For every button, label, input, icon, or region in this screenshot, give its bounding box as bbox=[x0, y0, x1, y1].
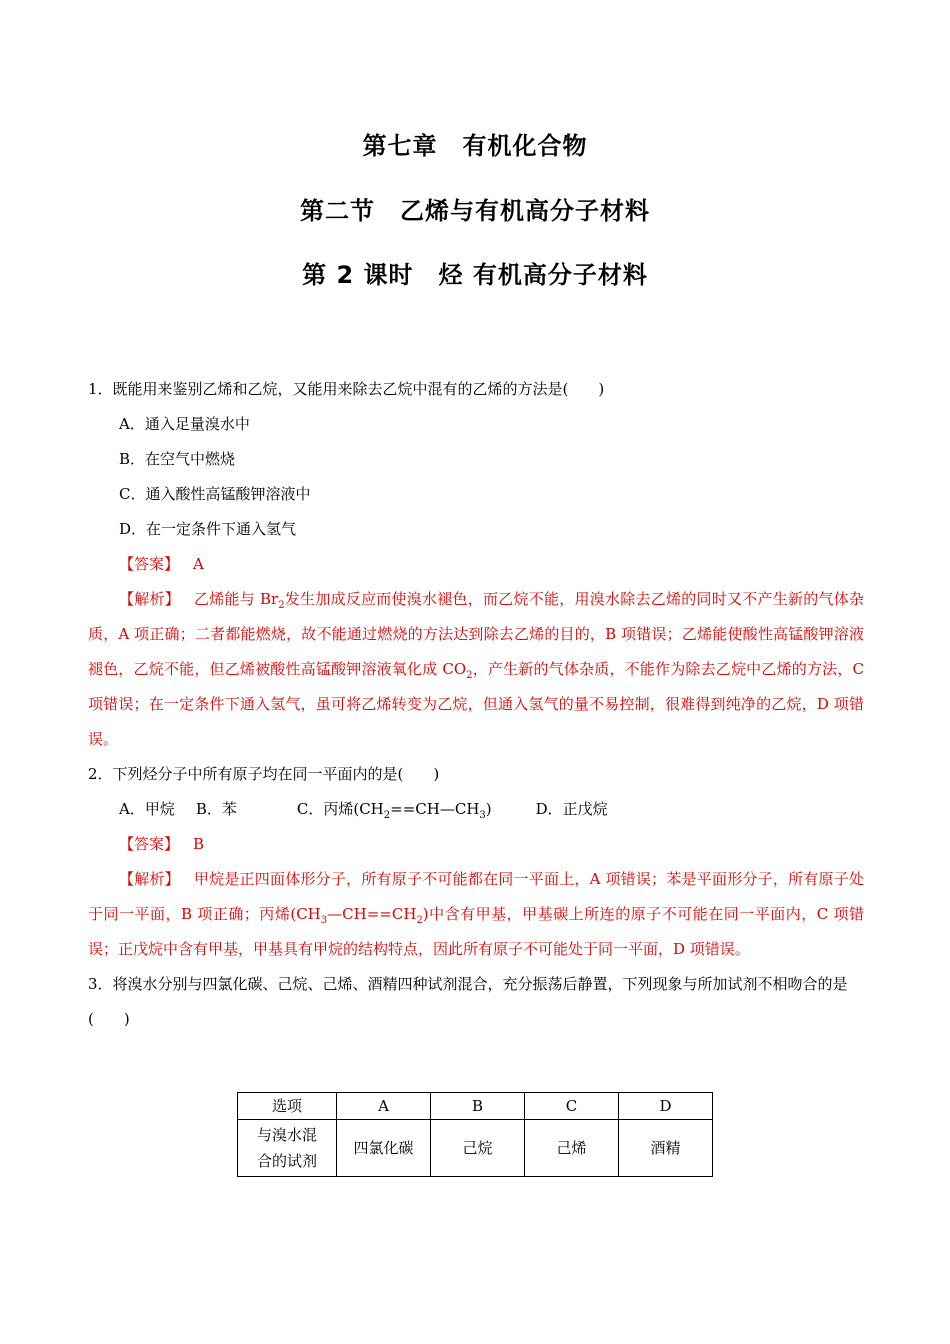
q1-answer-value: A bbox=[193, 555, 204, 573]
table-header-cell: 选项 bbox=[238, 1093, 337, 1120]
q2-analysis-tag: 【解析】 bbox=[119, 870, 180, 888]
section-title: 第二节 乙烯与有机高分子材料 bbox=[300, 197, 650, 225]
table-header-cell: A bbox=[337, 1093, 431, 1120]
q2-analysis-sub-1: 3 bbox=[320, 915, 328, 926]
q2-analysis-text-3: )中含有甲基，甲基碳上所连的原子不可能在同一平面内，C 项错误；正戊烷中含有甲基，甲基具有甲烷的结构特点，因此所有原子不可能处于同一平面，D 项错误。 bbox=[88, 905, 864, 958]
q1-answer-tag: 【答案】 bbox=[119, 555, 180, 573]
q2-option-c-sub-2: 3 bbox=[479, 810, 486, 821]
table-header-cell: D bbox=[619, 1093, 713, 1120]
q2-option-b: B．苯 bbox=[195, 800, 237, 818]
q1-analysis-sub-2: 2 bbox=[466, 670, 473, 681]
table-row bbox=[238, 1120, 713, 1177]
q2-stem: 2．下列烃分子中所有原子均在同一平面内的是( ) bbox=[88, 765, 440, 783]
q3-options-table bbox=[237, 1092, 713, 1177]
q2-option-a: A．甲烷 bbox=[119, 800, 175, 818]
q2-option-c-text-1: C．丙烯(CH bbox=[296, 800, 384, 818]
q1-option-d: D．在一定条件下通入氢气 bbox=[119, 520, 297, 538]
table-header-cell: B bbox=[431, 1093, 525, 1120]
q2-analysis bbox=[88, 862, 864, 967]
q2-option-c-text-2: ==CH—CH bbox=[390, 800, 480, 818]
q2-analysis-text-1: 甲烷是正四面体形分子，所有原子不可能都在同一平面上，A 项错误；苯是平面形分子，所有原子处于同一平面，B 项正确；丙烯(CH bbox=[88, 870, 864, 923]
table-cell: 己烷 bbox=[431, 1120, 525, 1177]
q2-answer bbox=[119, 827, 864, 862]
table-cell: 酒精 bbox=[619, 1120, 713, 1177]
q1-analysis-text-2: 发生加成反应而使溴水褪色，而乙烷不能，用溴水除去乙烯的同时又不产生新的气体杂质，A 项正确；二者都能燃烧，故不能通过燃烧的方法达到除去乙烯的目的，B 项错误；乙烯能使酸性高锰酸钾溶液褪色，乙烷不能，但乙烯被酸性高锰酸钾溶液氧化成 CO bbox=[88, 590, 864, 678]
table-header-cell: C bbox=[525, 1093, 619, 1120]
q1-option-a: A．通入足量溴水中 bbox=[119, 415, 250, 433]
row-label-line-1: 与溴水混 bbox=[256, 1126, 317, 1144]
q1-option-b: B．在空气中燃烧 bbox=[119, 450, 236, 468]
table-cell: 己烯 bbox=[525, 1120, 619, 1177]
question-list bbox=[88, 372, 864, 1037]
q2-analysis-text-2: —CH==CH bbox=[327, 905, 417, 923]
q1-stem: 1．既能用来鉴别乙烯和乙烷，又能用来除去乙烷中混有的乙烯的方法是( ) bbox=[88, 380, 605, 398]
q3-stem: 3．将溴水分别与四氯化碳、己烷、己烯、酒精四种试剂混合，充分振荡后静置，下列现象与所加试剂不相吻合的是( ) bbox=[88, 975, 848, 1028]
lesson-title: 第 2 课时 烃 有机高分子材料 bbox=[302, 261, 648, 289]
q1-analysis-text-1: 乙烯能与 Br bbox=[194, 590, 279, 608]
q1-analysis-text-3: ，产生新的气体杂质，不能作为除去乙烷中乙烯的方法，C 项错误；在一定条件下通入氢气，虽可将乙烯转变为乙烷，但通入氢气的量不易控制，很难得到纯净的乙烷，D 项错误。 bbox=[88, 660, 864, 748]
q2-option-c-sub-1: 2 bbox=[383, 810, 391, 821]
table-row-label bbox=[238, 1120, 337, 1177]
q2-option-d: D．正戊烷 bbox=[535, 800, 608, 818]
q1-analysis-tag: 【解析】 bbox=[119, 590, 180, 608]
q2-analysis-sub-2: 2 bbox=[416, 915, 423, 926]
q2-answer-value: B bbox=[193, 835, 205, 853]
q2-answer-tag: 【答案】 bbox=[119, 835, 180, 853]
q1-analysis-sub-1: 2 bbox=[278, 600, 285, 611]
q1-answer bbox=[119, 547, 864, 582]
q2-options bbox=[119, 792, 864, 827]
q1-analysis bbox=[88, 582, 864, 757]
q1-option-c: C．通入酸性高锰酸钾溶液中 bbox=[119, 485, 311, 503]
table-cell: 四氯化碳 bbox=[337, 1120, 431, 1177]
row-label-line-2: 合的试剂 bbox=[256, 1152, 317, 1170]
q2-option-c bbox=[296, 800, 492, 821]
q2-option-c-text-3: ) bbox=[485, 800, 492, 818]
chapter-title: 第七章 有机化合物 bbox=[362, 132, 588, 160]
table-header-row bbox=[238, 1093, 713, 1120]
